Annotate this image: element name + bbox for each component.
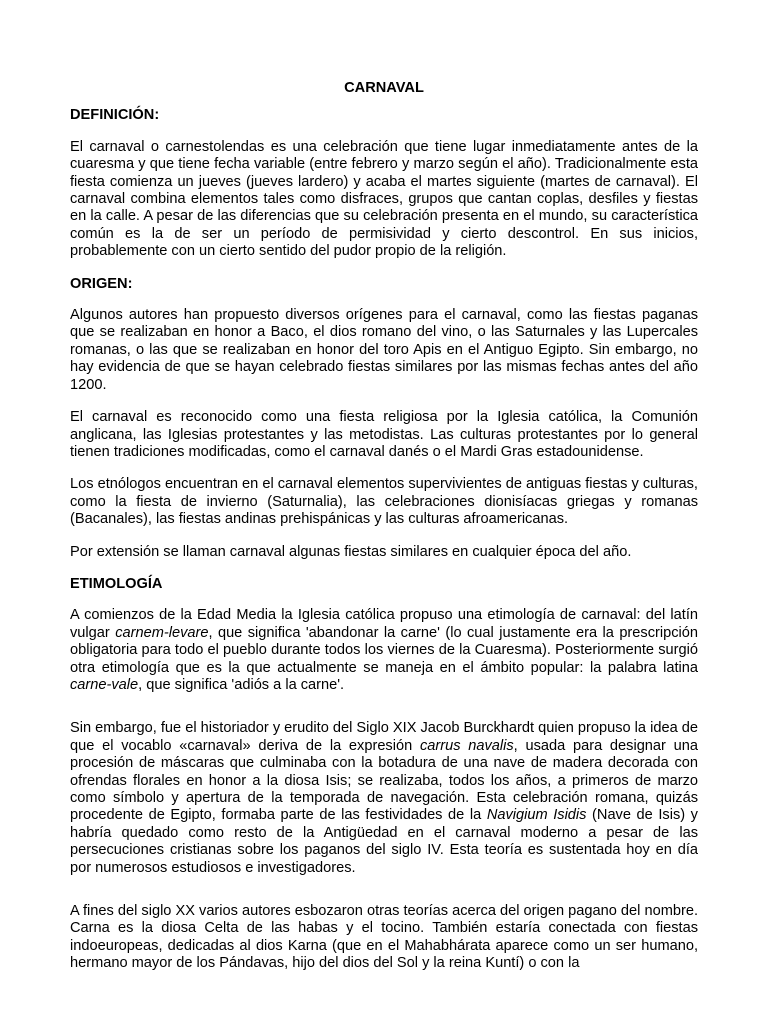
paragraph-origen-1: Algunos autores han propuesto diversos orígenes para el carnaval, como las fiestas paganas que se realizaban en honor a Baco, el dios romano del vino, o las Saturnales y las Lupercales romanas, o las que se realizaban en honor del toro Apis en el Antiguo Egipto. Sin embargo, no hay evidencia de que se hayan celebrado fiestas similares por las mismas fechas antes del año 1200.: [70, 307, 698, 393]
text-run: A comienzos de la Edad Media la Iglesia católica propuso una etimología de carnaval: del latín vulgar: [70, 607, 698, 641]
document-title: CARNAVAL: [344, 80, 424, 96]
latin-term: carrus navalis: [419, 737, 514, 754]
document-page: [70, 80, 698, 988]
latin-term: carne-vale: [70, 676, 139, 693]
text-run: , que significa 'adiós a la carne'.: [138, 676, 345, 693]
text-run: (Nave de Isis) y habría quedado como resto de la Antigüedad en el carnaval moderno a pesar de las persecuciones cristianas sobre los paganos del siglo IV. Esta teoría es sustentada hoy en día por numerosos estudiosos e investigadores.: [70, 807, 698, 876]
paragraph-etimologia-1: [70, 607, 698, 694]
text-run: Sin embargo, fue el historiador y erudito del Siglo XIX Jacob Burckhardt quien propuso la idea de que el vocablo «carnaval» deriva de la expresión: [70, 720, 698, 754]
paragraph-definicion: El carnaval o carnestolendas es una celebración que tiene lugar inmediatamente antes de la cuaresma y que tiene fecha variable (entre febrero y marzo según el año). Tradicionalmente esta fiesta comienza un jueves (jueves lardero) y acaba el martes siguiente (martes de carnaval). El carnaval combina elementos tales como disfraces, grupos que cantan coplas, desfiles y fiestas en la calle. A pesar de las diferencias que su celebración presenta en el mundo, su característica común es la de ser un período de permisividad y cierto descontrol. En sus inicios, probablemente con un cierto sentido del pudor propio de la religión.: [70, 138, 698, 260]
heading-etimologia: ETIMOLOGÍA: [70, 575, 163, 592]
text-run: , que significa 'abandonar la carne' (lo cual justamente era la prescripción obligatoria para todo el pueblo durante todos los viernes de la Cuaresma). Posteriormente surgió otra etimología que es la que actualmente se maneja en el ámbito popular: la palabra latina: [70, 624, 698, 676]
heading-origen: ORIGEN:: [70, 275, 133, 292]
paragraph-origen-3: Los etnólogos encuentran en el carnaval elementos supervivientes de antiguas fiestas y culturas, como la fiesta de invierno (Saturnalia), las celebraciones dionisíacas griegas y romanas (Bacanales), las fiestas andinas prehispánicas y las culturas afroamericanas.: [70, 476, 698, 528]
paragraph-etimologia-2: [70, 720, 698, 877]
text-run: , usada para designar una procesión de máscaras que culminaba con la botadura de una nave de madera decorada con ofrendas florales en honor a la diosa Isis; se realizaba, todos los años, a primeros de marzo como símbolo y apertura de la temporada de navegación. Esta celebración romana, quizás procedente de Egipto, formaba parte de las festividades de la: [70, 737, 698, 824]
heading-definicion: DEFINICIÓN:: [70, 107, 160, 124]
latin-term: carnem-levare: [115, 624, 209, 641]
paragraph-etimologia-3: A fines del siglo XX varios autores esbozaron otras teorías acerca del origen pagano del nombre. Carna es la diosa Celta de las habas y el tocino. También estaría conectada con fiestas indoeuropeas, dedicadas al dios Karna (que en el Mahabhárata aparece como un ser humano, hermano mayor de los Pándavas, hijo del dios del Sol y la reina Kuntí) o con la: [70, 903, 698, 972]
paragraph-origen-2: El carnaval es reconocido como una fiesta religiosa por la Iglesia católica, la Comunión anglicana, las Iglesias protestantes y las metodistas. Las culturas protestantes por lo general tienen tradiciones modificadas, como el carnaval danés o el Mardi Gras estadounidense.: [70, 409, 698, 460]
latin-term: Navigium Isidis: [486, 807, 587, 824]
paragraph-origen-4: Por extensión se llaman carnaval algunas fiestas similares en cualquier época del año.: [70, 543, 632, 560]
